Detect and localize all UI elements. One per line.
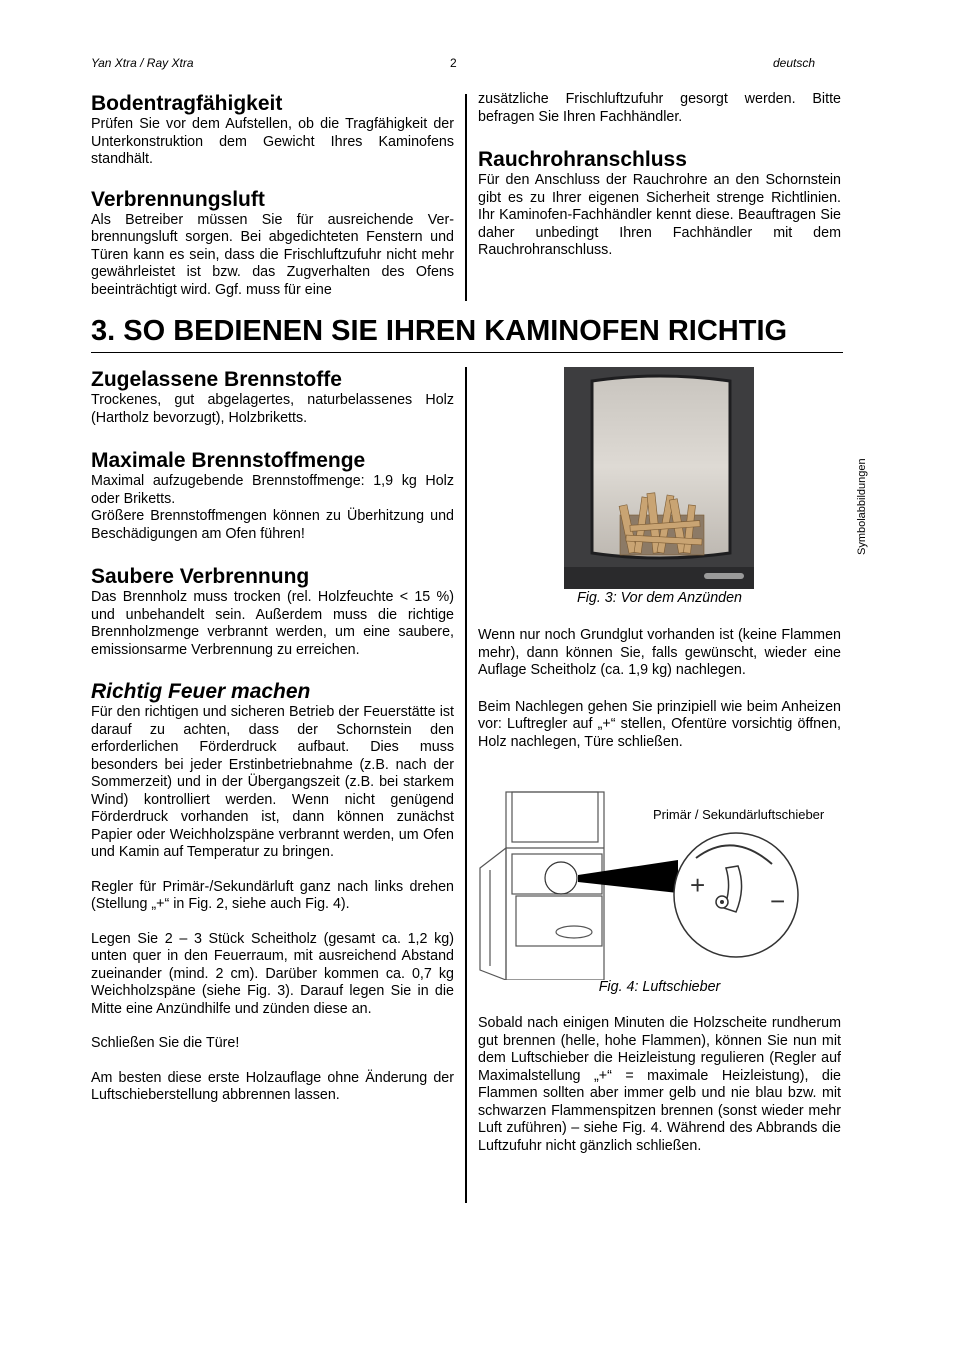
text-feuer-3: Legen Sie 2 – 3 Stück Scheitholz (gesamt ca. 1,2 kg) unten quer in den Feuerraum, mit ausreichend Abstand zueinander (mind. 2 cm). Darüber kommen ca. 0,7 kg Weichholzspäne (siehe Fig. 3). Darauf legen Sie in die Mitte eine Anzündhilfe und zünden diese an.	[91, 930, 454, 1017]
text-brennstoffmenge-1: Maximal aufzugebende Brennstoffmenge: 1,9 kg Holz oder Briketts.	[91, 473, 454, 507]
text-brennstoffe: Trockenes, gut abgelagertes, naturbelassenes Holz (Hartholz bevorzugt), Holzbriketts.	[91, 392, 454, 426]
heading-verbrennung: Saubere Verbrennung	[91, 565, 310, 588]
air-slider-diagram	[478, 790, 844, 980]
text-brennstoffmenge-2: Größere Brennstoffmengen können zu Überhitzung und Beschädigungen am Ofen führen!	[91, 508, 454, 542]
text-feuer-5: Am besten diese erste Holzauflage ohne Änderung der Luftschieberstellung abbrennen lassen.	[91, 1069, 454, 1103]
top-left-column	[91, 92, 454, 299]
fig4-caption: Fig. 4: Luftschieber	[598, 979, 721, 995]
heading-brennstoffe: Zugelassene Brennstoffe	[91, 368, 342, 391]
heading-rauchrohranschluss: Rauchrohranschluss	[478, 148, 687, 171]
text-regulieren: Sobald nach einigen Minuten die Holzscheite rundherum gut brennen (helle, hohe Flammen), können Sie nun mit dem Luftschieber die Heizleistung regulieren (Regler auf Maximalstellung „+“ = maximale Heizleistung), die Flammen sollten aber immer gelb und nie blau bzw. mit schwarzen Flammenspitzen brennen (sonst wieder mehr Luft zuführen) – siehe Fig. 4. Während des Abbrands die Luftzufuhr nicht gänzlich schließen.	[478, 1015, 841, 1154]
header-right: deutsch	[773, 56, 816, 70]
header-left: Yan Xtra / Ray Xtra	[91, 56, 194, 70]
column-divider-bottom	[465, 367, 467, 1203]
text-feuer-2: Regler für Primär-/Sekundärluft ganz nach links drehen (Stellung „+“ in Fig. 2, siehe auch Fig. 4).	[91, 878, 454, 912]
text-feuer-4: Schließen Sie die Türe!	[91, 1035, 240, 1051]
text-verbrennungsluft: Als Betreiber müssen Sie für ausreichende Ver-brennungsluft sorgen. Bei abgedichteten Fenstern und Türen kann es sein, dass die Frischluftzufuhr nicht mehr gewährleistet ist bzw. das Zugverhalten des Ofens beeinträchtigt wird. Ggf. muss für eine	[91, 211, 454, 298]
column-divider-top	[465, 94, 467, 301]
text-continuation: zusätzliche Frischluftzufuhr gesorgt werden. Bitte befragen Sie Ihren Fachhändler.	[478, 91, 841, 125]
text-nachlegen-1: Wenn nur noch Grundglut vorhanden ist (keine Flammen mehr), dann können Sie, falls gewünscht, wieder eine Auflage Scheitholz (ca. 1,9 kg) nachlegen.	[478, 627, 841, 678]
text-nachlegen-2: Beim Nachlegen gehen Sie prinzipiell wie beim Anheizen vor: Luftregler auf „+“ stellen, Ofentüre vorsichtig öffnen, Holz nachlegen, Türe schließen.	[478, 698, 841, 750]
fig3-caption: Fig. 3: Vor dem Anzünden	[576, 590, 743, 606]
page-number: 2	[450, 56, 457, 70]
right-column-text	[478, 627, 841, 751]
left-column	[91, 368, 454, 1105]
top-right-column	[478, 91, 841, 260]
heading-brennstoffmenge: Maximale Brennstoffmenge	[91, 449, 366, 472]
text-feuer-1: Für den richtigen und sicheren Betrieb der Feuerstätte ist darauf zu achten, dass der Schornstein den erforderlichen Förderdruck aufbaut. Dies muss besonders bei jeder Erstinbetriebnahme (z.B. nach der Sommerzeit) und in der Übergangszeit (z.B. bei starkem Wind) kontrolliert werden. Wenn nicht genügend Förderdruck vorhanden ist, dann können zunächst Papier oder Weichholzspäne verbrannt werden, um Ofen und Kamin auf Temperatur zu bringen.	[91, 704, 454, 860]
plus-sign: +	[690, 870, 706, 900]
chapter-title: 3. SO BEDIENEN SIE IHREN KAMINOFEN RICHTIG	[91, 315, 843, 353]
right-column-text-bottom	[478, 1015, 841, 1155]
slider-label: Primär / Sekundärluftschieber	[653, 807, 825, 822]
side-note: Symbolabbildungen	[856, 458, 868, 555]
heading-verbrennungsluft: Verbrennungsluft	[91, 187, 265, 211]
stove-photo	[564, 367, 754, 589]
text-verbrennung: Das Brennholz muss trocken (rel. Holzfeuchte < 15 %) und unbehandelt sein. Außerdem muss die richtige Brennholzmenge verbrannt werden, um eine saubere, emissionsarme Verbrennung zu erreichen.	[91, 589, 454, 658]
minus-sign: −	[770, 886, 786, 916]
heading-bodentragfaehigkeit: Bodentragfähigkeit	[91, 92, 283, 115]
heading-feuer-machen: Richtig Feuer machen	[91, 680, 311, 703]
text-bodentragfaehigkeit: Prüfen Sie vor dem Aufstellen, ob die Tragfähigkeit der Unterkonstruktion dem Gewicht Ihres Kaminofens standhält.	[91, 116, 454, 167]
text-rauchrohranschluss: Für den Anschluss der Rauchrohre an den Schornstein gibt es zu Ihrer eigenen Sicherheit strenge Richtlinien. Ihr Kaminofen-Fachhändler kennt diese. Beauftragen Sie daher unbedingt Ihren Fachhändler mit dem Rauchrohranschluss.	[478, 172, 841, 258]
